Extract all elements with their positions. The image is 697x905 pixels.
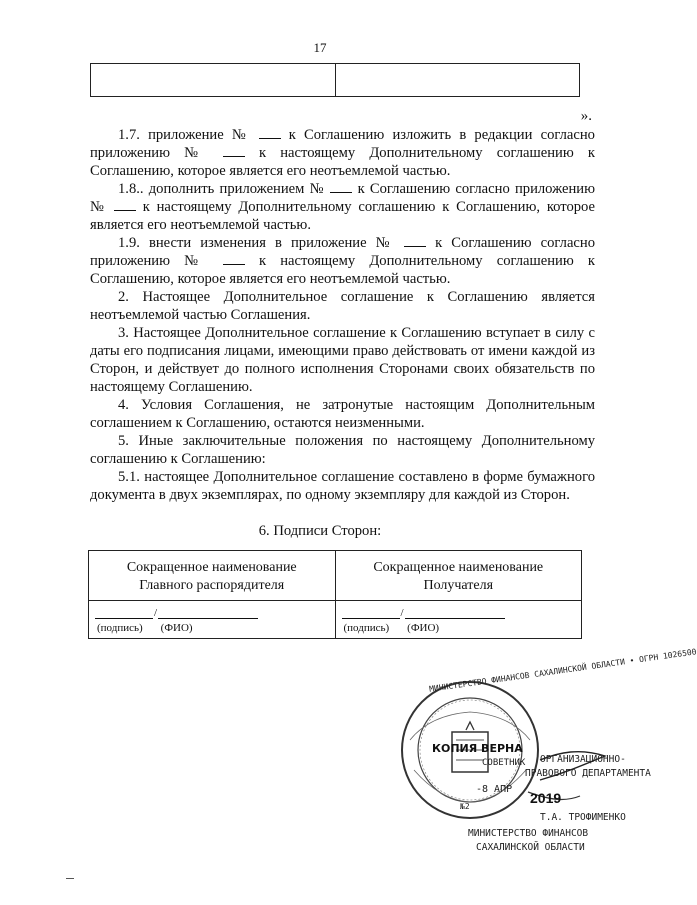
blank-field [223, 145, 245, 157]
paragraph-1-7: 1.7. приложение № к Соглашению изложить в редакции согласно приложению № к настоящему Дополнительному соглашению к Соглашению, которое является его неотъемлемой частью. [90, 127, 595, 179]
signature-caption: (подпись) [97, 622, 143, 634]
paragraph-1-9: 1.9. внести изменения в приложение № к Соглашению согласно приложению № к настоящему Дополнительному соглашению к Соглашению, которое является его неотъемлемой частью. [90, 235, 596, 287]
paragraph-4: 4. Условия Соглашения, не затронутые настоящим Дополнительным соглашением к Соглашению, остаются неизменными. [90, 397, 595, 431]
signatures-table [88, 550, 582, 639]
table-cell-left [91, 64, 336, 97]
stamp-org-line1: МИНИСТЕРСТВО ФИНАНСОВ [468, 828, 589, 839]
blank-field [114, 199, 136, 211]
signatures-heading: 6. Подписи Сторон: [258, 523, 382, 539]
left-signature-line[interactable]: / [95, 607, 329, 619]
stamp-org-line2: САХАЛИНСКОЙ ОБЛАСТИ [476, 842, 585, 853]
blank-field [223, 253, 245, 265]
closing-quote: ». [580, 108, 592, 124]
certification-stamp: МИНИСТЕРСТВО ФИНАНСОВ САХАЛИНСКОЙ ОБЛАСТИ • ОГРН 1026500 КОПИЯ ВЕРНА СОВЕТНИК ОРГАНИЗАЦИОННО- ПРАВОВОГО ДЕПАРТАМЕНТА -8 АПР 2019 №2 Т.А. ТРОФИМЕНКО МИНИСТЕРСТВО ФИНАНСОВ САХАЛИНСКОЙ ОБЛАСТИ [390, 660, 640, 870]
signature-caption: (подпись) [343, 622, 390, 634]
paragraph-5: 5. Иные заключительные положения по настоящему Дополнительному соглашению к Соглашению: [90, 433, 595, 467]
stamp-date: 2019 [530, 790, 562, 806]
right-signature-cell [335, 601, 582, 639]
paragraph-2: 2. Настоящее Дополнительное соглашение к Соглашению является неотъемлемой частью Соглашения. [90, 289, 595, 323]
scan-mark [66, 878, 74, 879]
left-signature-cell [89, 601, 336, 639]
page-number: 17 [313, 40, 327, 55]
fio-caption: (ФИО) [160, 622, 193, 634]
paragraph-1-8: 1.8.. дополнить приложением № к Соглашению согласно приложению № к настоящему Дополнительному соглашению к Соглашению, которое является его неотъемлемой частью. [90, 181, 595, 233]
fio-caption: (ФИО) [407, 622, 440, 634]
blank-field [330, 181, 352, 193]
paragraph-5-1: 5.1. настоящее Дополнительное соглашение составлено в форме бумажного документа в двух экземплярах, по одному экземпляру для каждой из Сторон. [90, 469, 595, 503]
left-party-header: Сокращенное наименование Главного распорядителя [89, 551, 336, 601]
table-cell-right [335, 64, 580, 97]
paragraph-3: 3. Настоящее Дополнительное соглашение к Соглашению вступает в силу с даты его подписания лицами, имеющими право действовать от имени каждой из Сторон, и действует до полного исполнения Сторонами своих обязательств по настоящему Соглашению. [90, 325, 595, 395]
copy-mark: КОПИЯ ВЕРНА [432, 742, 523, 755]
stamp-signer: Т.А. ТРОФИМЕНКО [540, 812, 626, 823]
blank-field [259, 127, 281, 139]
right-party-header: Сокращенное наименование Получателя [335, 551, 582, 601]
document-body [90, 126, 595, 504]
right-signature-line[interactable]: / [342, 607, 576, 619]
continuation-table [90, 63, 580, 97]
blank-field [404, 235, 426, 247]
